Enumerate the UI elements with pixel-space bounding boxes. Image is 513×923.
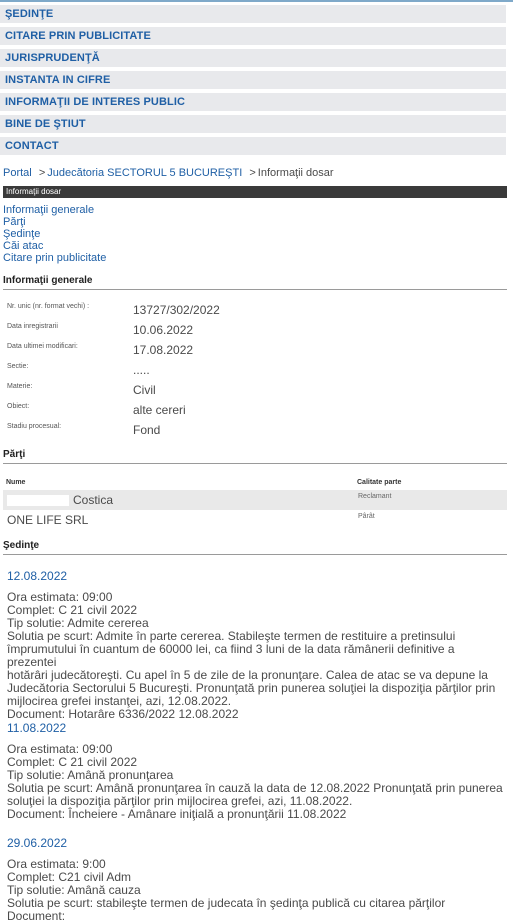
top-accent-line bbox=[0, 0, 513, 2]
session-line: Complet: C 21 civil 2022 bbox=[7, 603, 138, 617]
session-line: Tip solutie: Amână cauza bbox=[7, 883, 141, 897]
info-label: Nr. unic (nr. format vechi) : bbox=[7, 303, 90, 310]
nav-item-jurisprudenta[interactable]: JURISPRUDENŢĂ bbox=[0, 49, 506, 67]
session-line: Complet: C21 civil Adm bbox=[7, 870, 132, 884]
session-line: hotărâri judecătoreşti. Cu apel în 5 de zile de la pronunţare. Calea de atac se va depune la bbox=[7, 668, 488, 682]
nav-item-interes-public[interactable]: INFORMAŢII DE INTERES PUBLIC bbox=[0, 93, 506, 111]
session-document: Document: Hotarâre 6336/2022 12.08.2022 bbox=[7, 707, 239, 721]
breadcrumb-separator: > bbox=[38, 167, 46, 179]
party-name: ONE LIFE SRL bbox=[7, 513, 89, 527]
session-entry bbox=[7, 722, 507, 821]
session-document: Document: bbox=[7, 909, 66, 923]
breadcrumb-separator: > bbox=[249, 167, 256, 179]
session-line: Ora estimata: 09:00 bbox=[7, 590, 113, 604]
info-row bbox=[3, 403, 507, 423]
session-line: Complet: C 21 civil 2022 bbox=[7, 755, 138, 769]
link-citare-publicitate[interactable]: Citare prin publicitate bbox=[3, 252, 107, 264]
info-value: Fond bbox=[133, 423, 161, 437]
info-label: Data ultimei modificari: bbox=[7, 343, 78, 350]
column-header-name: Nume bbox=[6, 479, 26, 486]
nav-item-bine-de-stiut[interactable]: BINE DE ŞTIUT bbox=[0, 115, 506, 133]
info-value: 13727/302/2022 bbox=[133, 303, 220, 317]
sedinte-heading: Şedinţe bbox=[3, 540, 507, 555]
redacted-area bbox=[7, 495, 69, 506]
table-row bbox=[3, 490, 507, 510]
main-navigation bbox=[0, 5, 506, 159]
party-role: Reclamant bbox=[358, 493, 392, 500]
session-line: Solutia pe scurt: Admite în parte cererea. Stabileşte termen de restituire a pretinsului bbox=[7, 629, 456, 643]
session-date: 11.08.2022 bbox=[7, 721, 67, 735]
session-document: Document: Încheiere - Amânare iniţială a pronunţării 11.08.2022 bbox=[7, 807, 347, 821]
table-row bbox=[3, 510, 507, 530]
info-value: 10.06.2022 bbox=[133, 323, 194, 337]
session-line: Tip solutie: Admite cererea bbox=[7, 616, 149, 630]
nav-item-sedinte[interactable]: ŞEDINŢE bbox=[0, 5, 506, 23]
anchor-links bbox=[3, 204, 106, 264]
link-cai-atac[interactable]: Căi atac bbox=[3, 240, 44, 252]
parti-heading: Părţi bbox=[3, 449, 507, 464]
breadcrumb-court[interactable]: Judecătoria SECTORUL 5 BUCUREŞTI bbox=[47, 167, 243, 179]
info-value: Civil bbox=[133, 383, 156, 397]
link-parti[interactable]: Părţi bbox=[3, 216, 26, 228]
info-row bbox=[3, 323, 507, 343]
info-label: Data inregistrarii bbox=[7, 323, 58, 330]
info-row bbox=[3, 343, 507, 363]
session-line: Ora estimata: 09:00 bbox=[7, 742, 113, 756]
info-value: 17.08.2022 bbox=[133, 343, 194, 357]
session-line: Ora estimata: 9:00 bbox=[7, 857, 106, 871]
info-label: Sectie: bbox=[7, 363, 29, 370]
breadcrumb bbox=[3, 167, 334, 179]
info-row bbox=[3, 423, 507, 443]
info-value: ..... bbox=[133, 363, 150, 377]
session-entry bbox=[7, 570, 507, 721]
session-line: împrumutului în cuantum de 60000 lei, ca fiind 3 luni de la data rămânerii definitive a prezentei bbox=[7, 642, 455, 669]
party-role: Pârât bbox=[358, 513, 375, 520]
session-line: Judecătoria Sectorului 5 Bucureşti. Pronunţată prin punerea soluţiei la dispoziţia părţilor prin bbox=[7, 681, 496, 695]
session-date: 12.08.2022 bbox=[7, 569, 68, 583]
nav-item-citare[interactable]: CITARE PRIN PUBLICITATE bbox=[0, 27, 506, 45]
general-info-heading: Informaţii generale bbox=[3, 275, 507, 290]
nav-item-contact[interactable]: CONTACT bbox=[0, 137, 506, 155]
section-bar-title: Informaţii dosar bbox=[3, 186, 507, 198]
nav-item-instanta-in-cifre[interactable]: INSTANTA IN CIFRE bbox=[0, 71, 506, 89]
info-label: Obiect: bbox=[7, 403, 30, 410]
party-name: Costica bbox=[7, 490, 113, 510]
info-row bbox=[3, 383, 507, 403]
link-informatii-generale[interactable]: Informaţii generale bbox=[3, 204, 95, 216]
session-line: Solutia pe scurt: stabileşte termen de judecata în şedinţa publică cu citarea părţilor bbox=[7, 896, 446, 910]
breadcrumb-current: Informaţii dosar bbox=[257, 167, 334, 179]
session-line: mijlocirea grefei instanţei, azi, 12.08.2022. bbox=[7, 694, 232, 708]
link-sedinte[interactable]: Şedinţe bbox=[3, 228, 41, 240]
session-line: Tip solutie: Amână pronunţarea bbox=[7, 768, 174, 782]
info-label: Stadiu procesual: bbox=[7, 423, 62, 430]
breadcrumb-portal[interactable]: Portal bbox=[3, 167, 32, 179]
session-date: 29.06.2022 bbox=[7, 836, 68, 850]
info-value: alte cereri bbox=[133, 403, 186, 417]
info-row bbox=[3, 303, 507, 323]
info-label: Materie: bbox=[7, 383, 33, 390]
info-row bbox=[3, 363, 507, 383]
column-header-role: Calitate parte bbox=[357, 479, 402, 486]
session-line: soluţiei la dispoziţia părţilor prin mijlocirea grefei, azi, 11.08.2022. bbox=[7, 794, 353, 808]
session-line: Solutia pe scurt: Amână pronunţarea în cauză la data de 12.08.2022 Pronunţată prin punerea bbox=[7, 781, 503, 795]
session-entry bbox=[7, 837, 507, 923]
